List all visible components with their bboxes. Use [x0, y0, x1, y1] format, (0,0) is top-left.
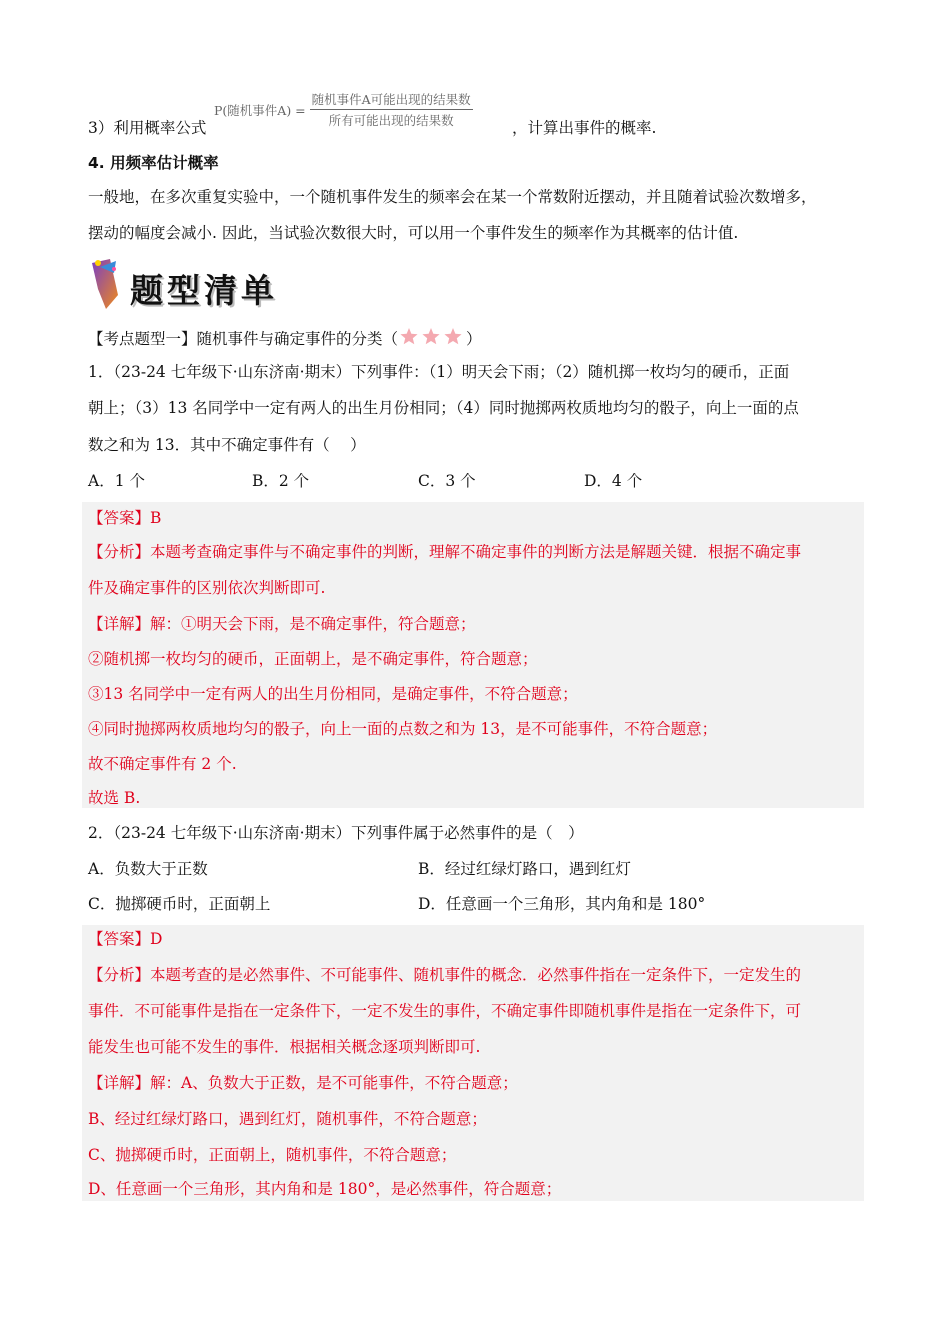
q1-detail: 【详解】解：①明天会下雨，是不确定事件，符合题意；	[88, 615, 476, 633]
question-2-line: 2．（23-24 七年级下·山东济南·期末）下列事件属于必然事件的是（ ）	[88, 824, 584, 842]
question-1-line: 1．（23-24 七年级下·山东济南·期末）下列事件：（1）明天会下雨；（2）随机掷一枚均匀的硬币，正面	[88, 363, 790, 381]
q1-detail: 故不确定事件有 2 个.	[88, 755, 237, 773]
star-icon	[444, 328, 461, 344]
q2-option-c: C．抛掷硬币时，正面朝上	[88, 895, 271, 913]
q1-detail: 故选 B.	[88, 789, 141, 807]
question-1-line: 数之和为 13．其中不确定事件有（ ）	[88, 436, 366, 454]
q1-answer: 【答案】B	[88, 509, 162, 527]
formula-denominator: 所有可能出现的结果数	[328, 113, 454, 128]
q2-option-a: A．负数大于正数	[88, 860, 208, 878]
question-list-logo	[88, 255, 278, 313]
formula-numerator: 随机事件A可能出现的结果数	[310, 90, 473, 110]
q1-option-b: B．2 个	[252, 472, 310, 490]
q2-detail: B、经过红绿灯路口，遇到红灯，随机事件，不符合题意；	[88, 1110, 487, 1128]
topic-label: 【考点题型一】	[88, 330, 197, 348]
q1-detail: ④同时抛掷两枚质地均匀的骰子，向上一面的点数之和为 13，是不可能事件，不符合题意；	[88, 720, 718, 738]
q1-analysis: 件及确定事件的区别依次判断即可.	[88, 579, 326, 597]
q2-option-b: B．经过红绿灯路口，遇到红灯	[418, 860, 631, 878]
difficulty-stars	[398, 327, 466, 353]
formula-prefix: 3）利用概率公式	[88, 119, 207, 137]
q2-analysis: 【分析】本题考查的是必然事件、不可能事件、随机事件的概念．必然事件指在一定条件下，一定发生的	[88, 966, 802, 984]
q2-detail: 【详解】解：A、负数大于正数，是不可能事件，不符合题意；	[88, 1074, 518, 1092]
formula-suffix: ，计算出事件的概率.	[512, 119, 657, 137]
formula-lhs: P(随机事件A) =	[214, 102, 306, 118]
topic-close: ）	[466, 330, 482, 348]
q2-answer: 【答案】D	[88, 930, 163, 948]
q2-analysis: 能发生也可能不发生的事件．根据相关概念逐项判断即可.	[88, 1038, 481, 1056]
q1-option-d: D．4 个	[584, 472, 643, 490]
question-1-line: 朝上；（3）13 名同学中一定有两人的出生月份相同；（4）同时抛掷两枚质地均匀的骰子，向上一面的点	[88, 399, 799, 417]
q1-option-c: C．3 个	[418, 472, 476, 490]
stars-icon	[398, 327, 466, 347]
probability-formula	[214, 90, 473, 129]
paragraph-line: 一般地，在多次重复实验中，一个随机事件发生的频率会在某一个常数附近摆动，并且随着试验次数增多，	[88, 188, 817, 206]
section-heading: 4. 用频率估计概率	[88, 154, 219, 172]
q1-detail: ②随机掷一枚均匀的硬币，正面朝上，是不确定事件，符合题意；	[88, 650, 538, 668]
q1-analysis: 【分析】本题考查确定事件与不确定事件的判断，理解不确定事件的判断方法是解题关键．根据不确定事	[88, 543, 802, 561]
q2-detail: C、抛掷硬币时，正面朝上，随机事件，不符合题意；	[88, 1146, 457, 1164]
logo-text: 题型清单	[130, 271, 278, 310]
q1-option-a: A．1 个	[88, 472, 145, 490]
star-icon	[400, 328, 417, 344]
formula-fraction	[310, 90, 473, 129]
star-icon	[422, 328, 439, 344]
q2-option-d: D．任意画一个三角形，其内角和是 180°	[418, 895, 706, 913]
q2-detail: D、任意画一个三角形，其内角和是 180°，是必然事件，符合题意；	[88, 1180, 562, 1198]
q2-analysis: 事件．不可能事件是指在一定条件下，一定不发生的事件，不确定事件即随机事件是指在一定条件下，可	[88, 1002, 802, 1020]
q1-detail: ③13 名同学中一定有两人的出生月份相同，是确定事件，不符合题意；	[88, 685, 578, 703]
topic-heading	[88, 327, 482, 353]
paragraph-line: 摆动的幅度会减小. 因此，当试验次数很大时，可以用一个事件发生的频率作为其概率的估计值.	[88, 224, 739, 242]
topic-title: 随机事件与确定事件的分类（	[196, 330, 399, 348]
